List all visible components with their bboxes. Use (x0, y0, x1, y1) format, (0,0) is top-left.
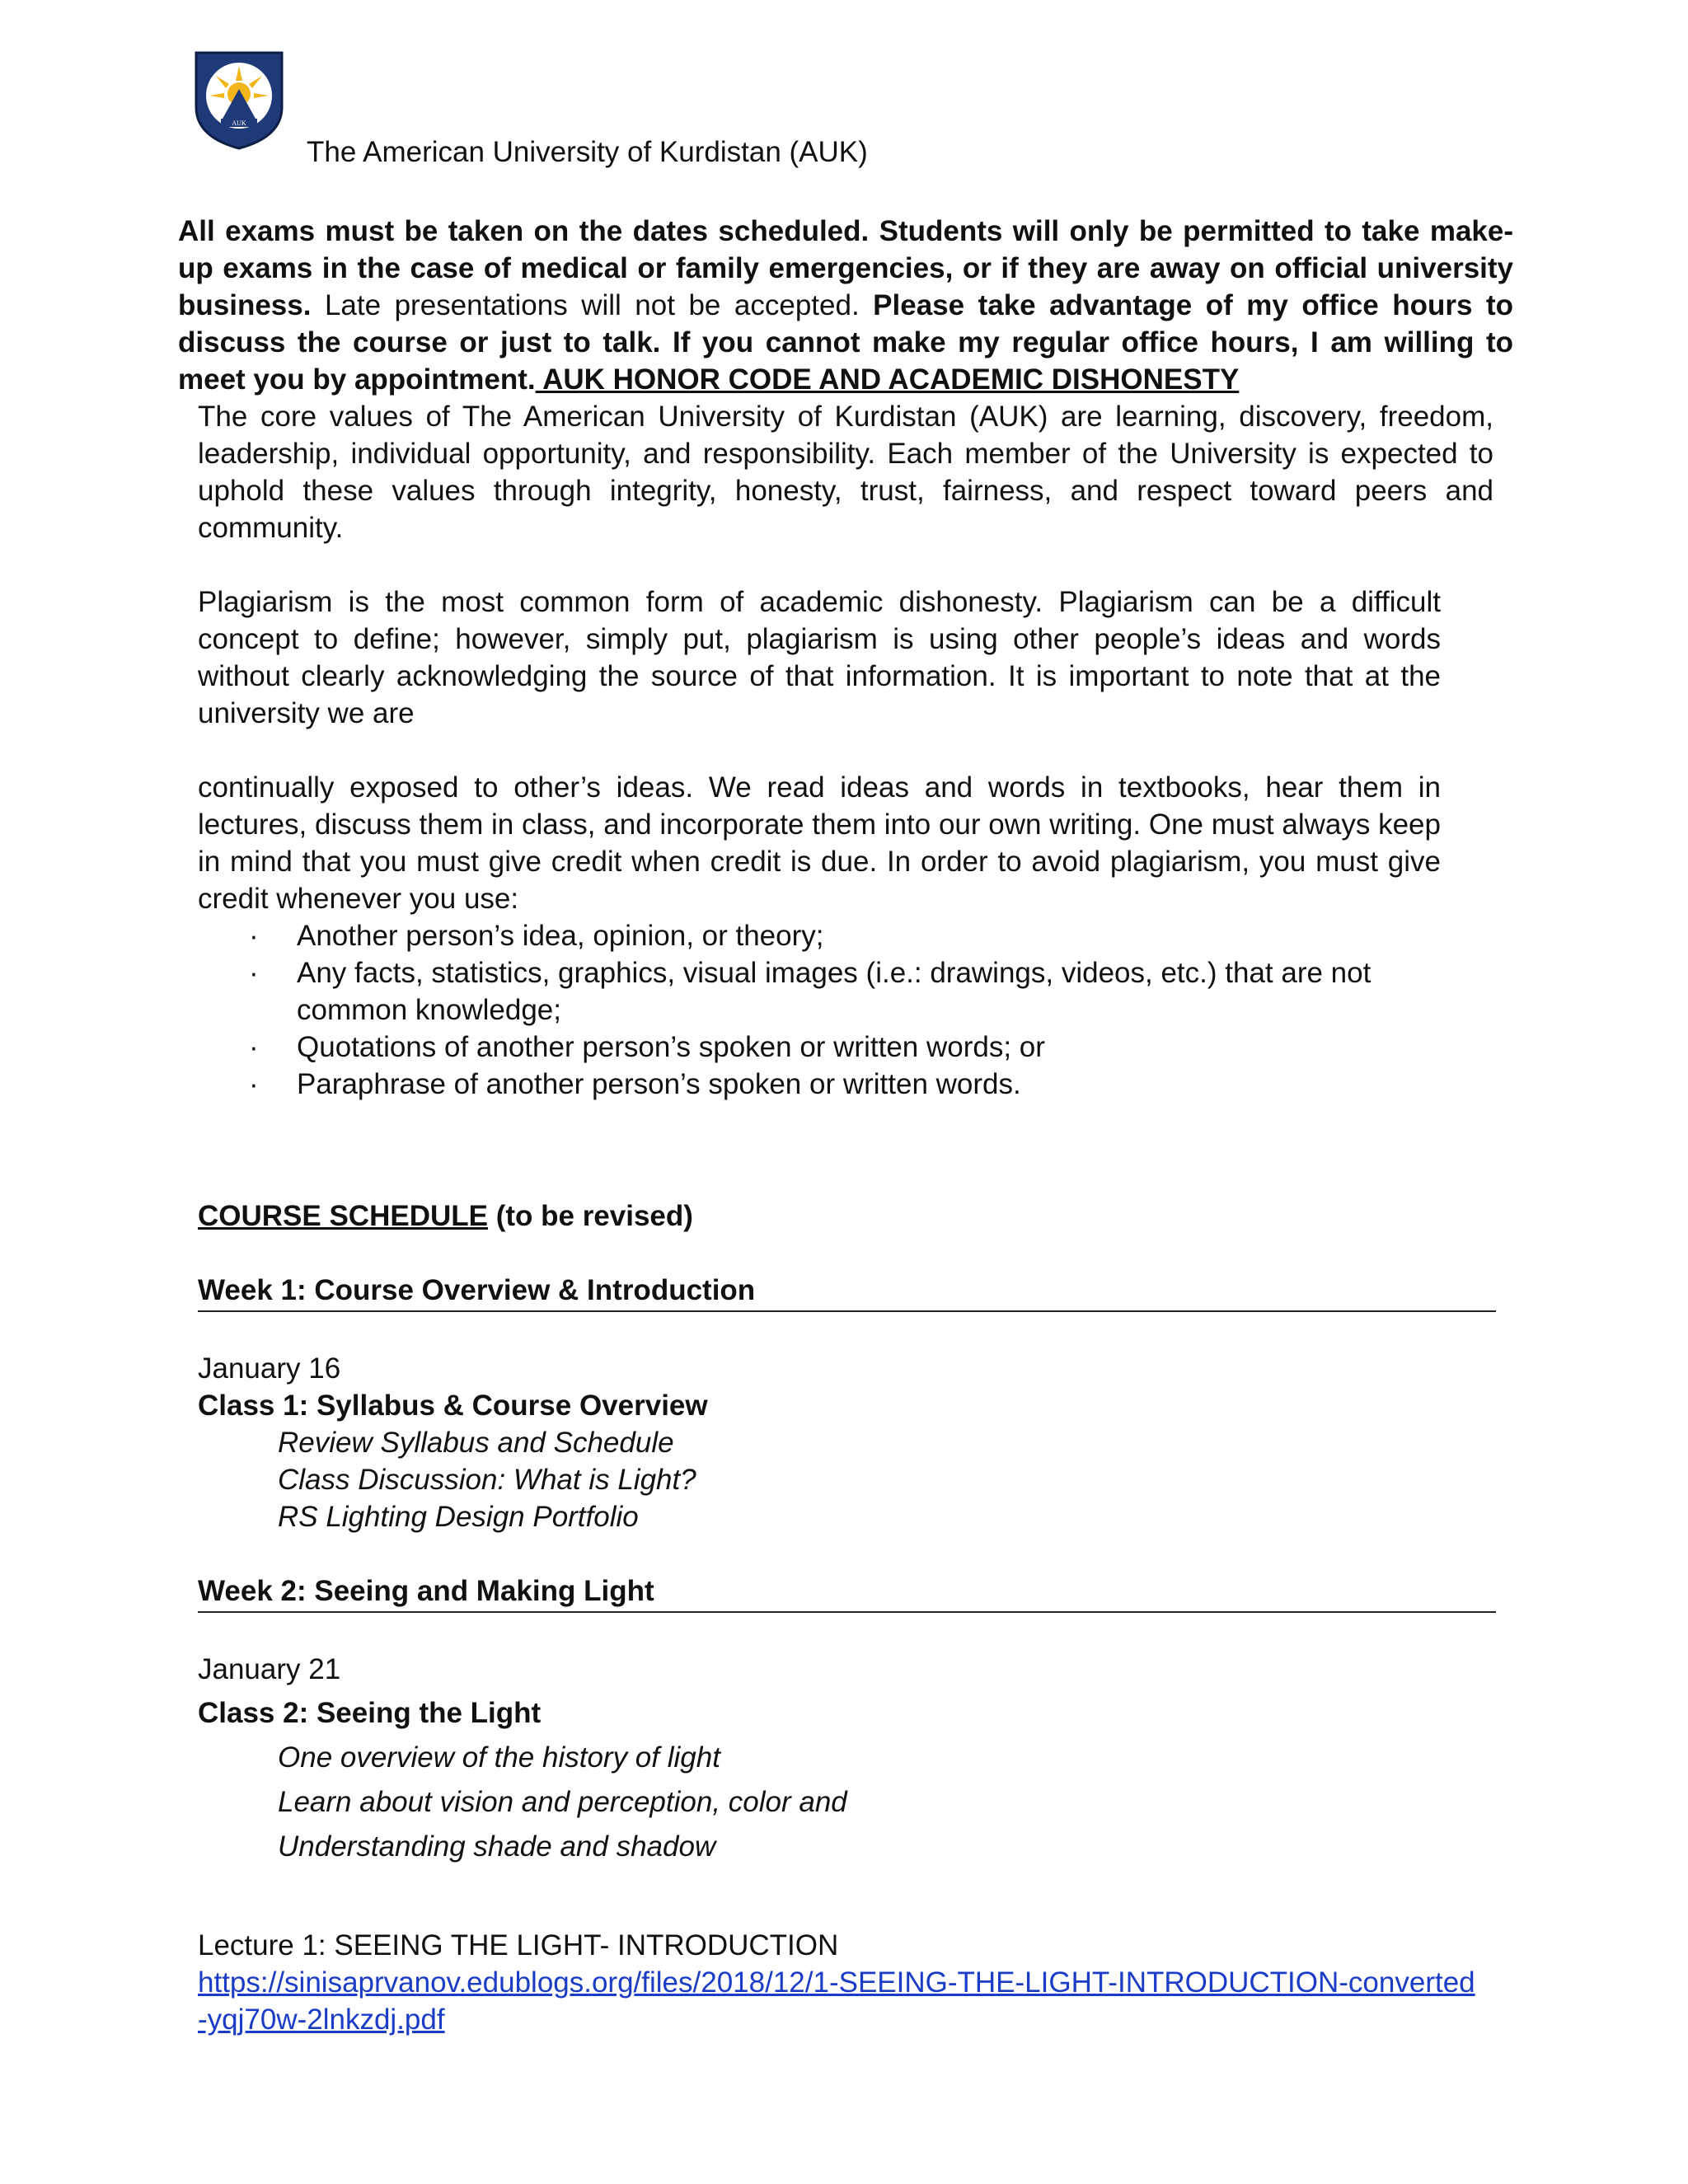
list-item-text: Quotations of another person’s spoken or written words; or (297, 1031, 1045, 1063)
class-1-item: RS Lighting Design Portfolio (278, 1501, 639, 1533)
plagiarism-paragraph: Plagiarism is the most common form of academic dishonesty. Plagiarism can be a difficult concept to define; however, simply put, plagiarism is using other people’s ideas and words without clearly acknowledging the source of that information. It is important to note that at the university we are (198, 586, 1441, 729)
svg-text:AUK: AUK (232, 120, 246, 127)
policy-bold-1: All exams must be taken on the dates scheduled. Students will only be permitted to take make-up exams in the case of medical or family emergencies, or if they are away on official university business. (178, 215, 1513, 321)
class-1-item: Review Syllabus and Schedule (278, 1427, 674, 1459)
class-2-item: Understanding shade and shadow (278, 1830, 716, 1863)
class-1-title: Class 1: Syllabus & Course Overview (198, 1390, 708, 1422)
course-schedule-heading (198, 1197, 693, 1235)
credit-bullet-list (198, 917, 1434, 1103)
list-item (198, 917, 1434, 954)
course-schedule-title: COURSE SCHEDULE (198, 1200, 488, 1232)
honor-code-paragraph: The core values of The American University of Kurdistan (AUK) are learning, discovery, freedom, leadership, individual opportunity, and responsibility. Each member of the University is expected to uphold these values through integrity, honesty, trust, fairness, and respect toward peers and community. (198, 401, 1493, 544)
lecture-1-link[interactable]: https://sinisaprvanov.edublogs.org/files/2018/12/1-SEEING-THE-LIGHT-INTRODUCTION-converted-yqj70w-2lnkzdj.pdf (198, 1966, 1475, 2036)
policy-normal-1: Late presentations will not be accepted. (311, 289, 874, 321)
bullet-dot: · (249, 957, 259, 989)
bullet-dot: · (249, 1031, 259, 1063)
week-1-heading: Week 1: Course Overview & Introduction (198, 1272, 1496, 1312)
list-item-text: Paraphrase of another person’s spoken or written words. (297, 1068, 1021, 1100)
exam-policy-paragraph (178, 213, 1513, 398)
university-name: The American University of Kurdistan (AUK) (307, 136, 868, 168)
list-item-text: Any facts, statistics, graphics, visual images (i.e.: drawings, videos, etc.) that are not common knowledge; (297, 957, 1372, 1026)
course-schedule-suffix: (to be revised) (487, 1200, 693, 1232)
bullet-dot: · (249, 1068, 259, 1100)
list-item (198, 954, 1434, 1029)
class-2-title: Class 2: Seeing the Light (198, 1697, 542, 1729)
bullet-dot: · (249, 920, 259, 952)
week-1-date: January 16 (198, 1352, 341, 1385)
auk-seal-logo-icon (191, 48, 287, 152)
class-2-item: Learn about vision and perception, color and (278, 1786, 847, 1818)
policy-bold-2: Please take advantage of my office hours to discuss the course or just to talk. If you cannot make my regular office hours, I am willing to meet you by appointment. (178, 289, 1513, 396)
list-item-text: Another person’s idea, opinion, or theory; (297, 920, 824, 952)
list-item (198, 1066, 1434, 1103)
class-2-item: One overview of the history of light (278, 1741, 720, 1774)
lecture-1-title: Lecture 1: SEEING THE LIGHT- INTRODUCTION (198, 1929, 839, 1961)
week-2-date: January 21 (198, 1653, 341, 1685)
list-item (198, 1029, 1434, 1066)
week-2-heading: Week 2: Seeing and Making Light (198, 1572, 1496, 1613)
class-1-item: Class Discussion: What is Light? (278, 1464, 696, 1496)
honor-code-heading: AUK HONOR CODE AND ACADEMIC DISHONESTY (535, 363, 1240, 396)
plagiarism-continued-paragraph: continually exposed to other’s ideas. We read ideas and words in textbooks, hear them in lectures, discuss them in class, and incorporate them into our own writing. One must always keep in mind that you must give credit when credit is due. In order to avoid plagiarism, you must give credit whenever you use: (198, 771, 1441, 915)
